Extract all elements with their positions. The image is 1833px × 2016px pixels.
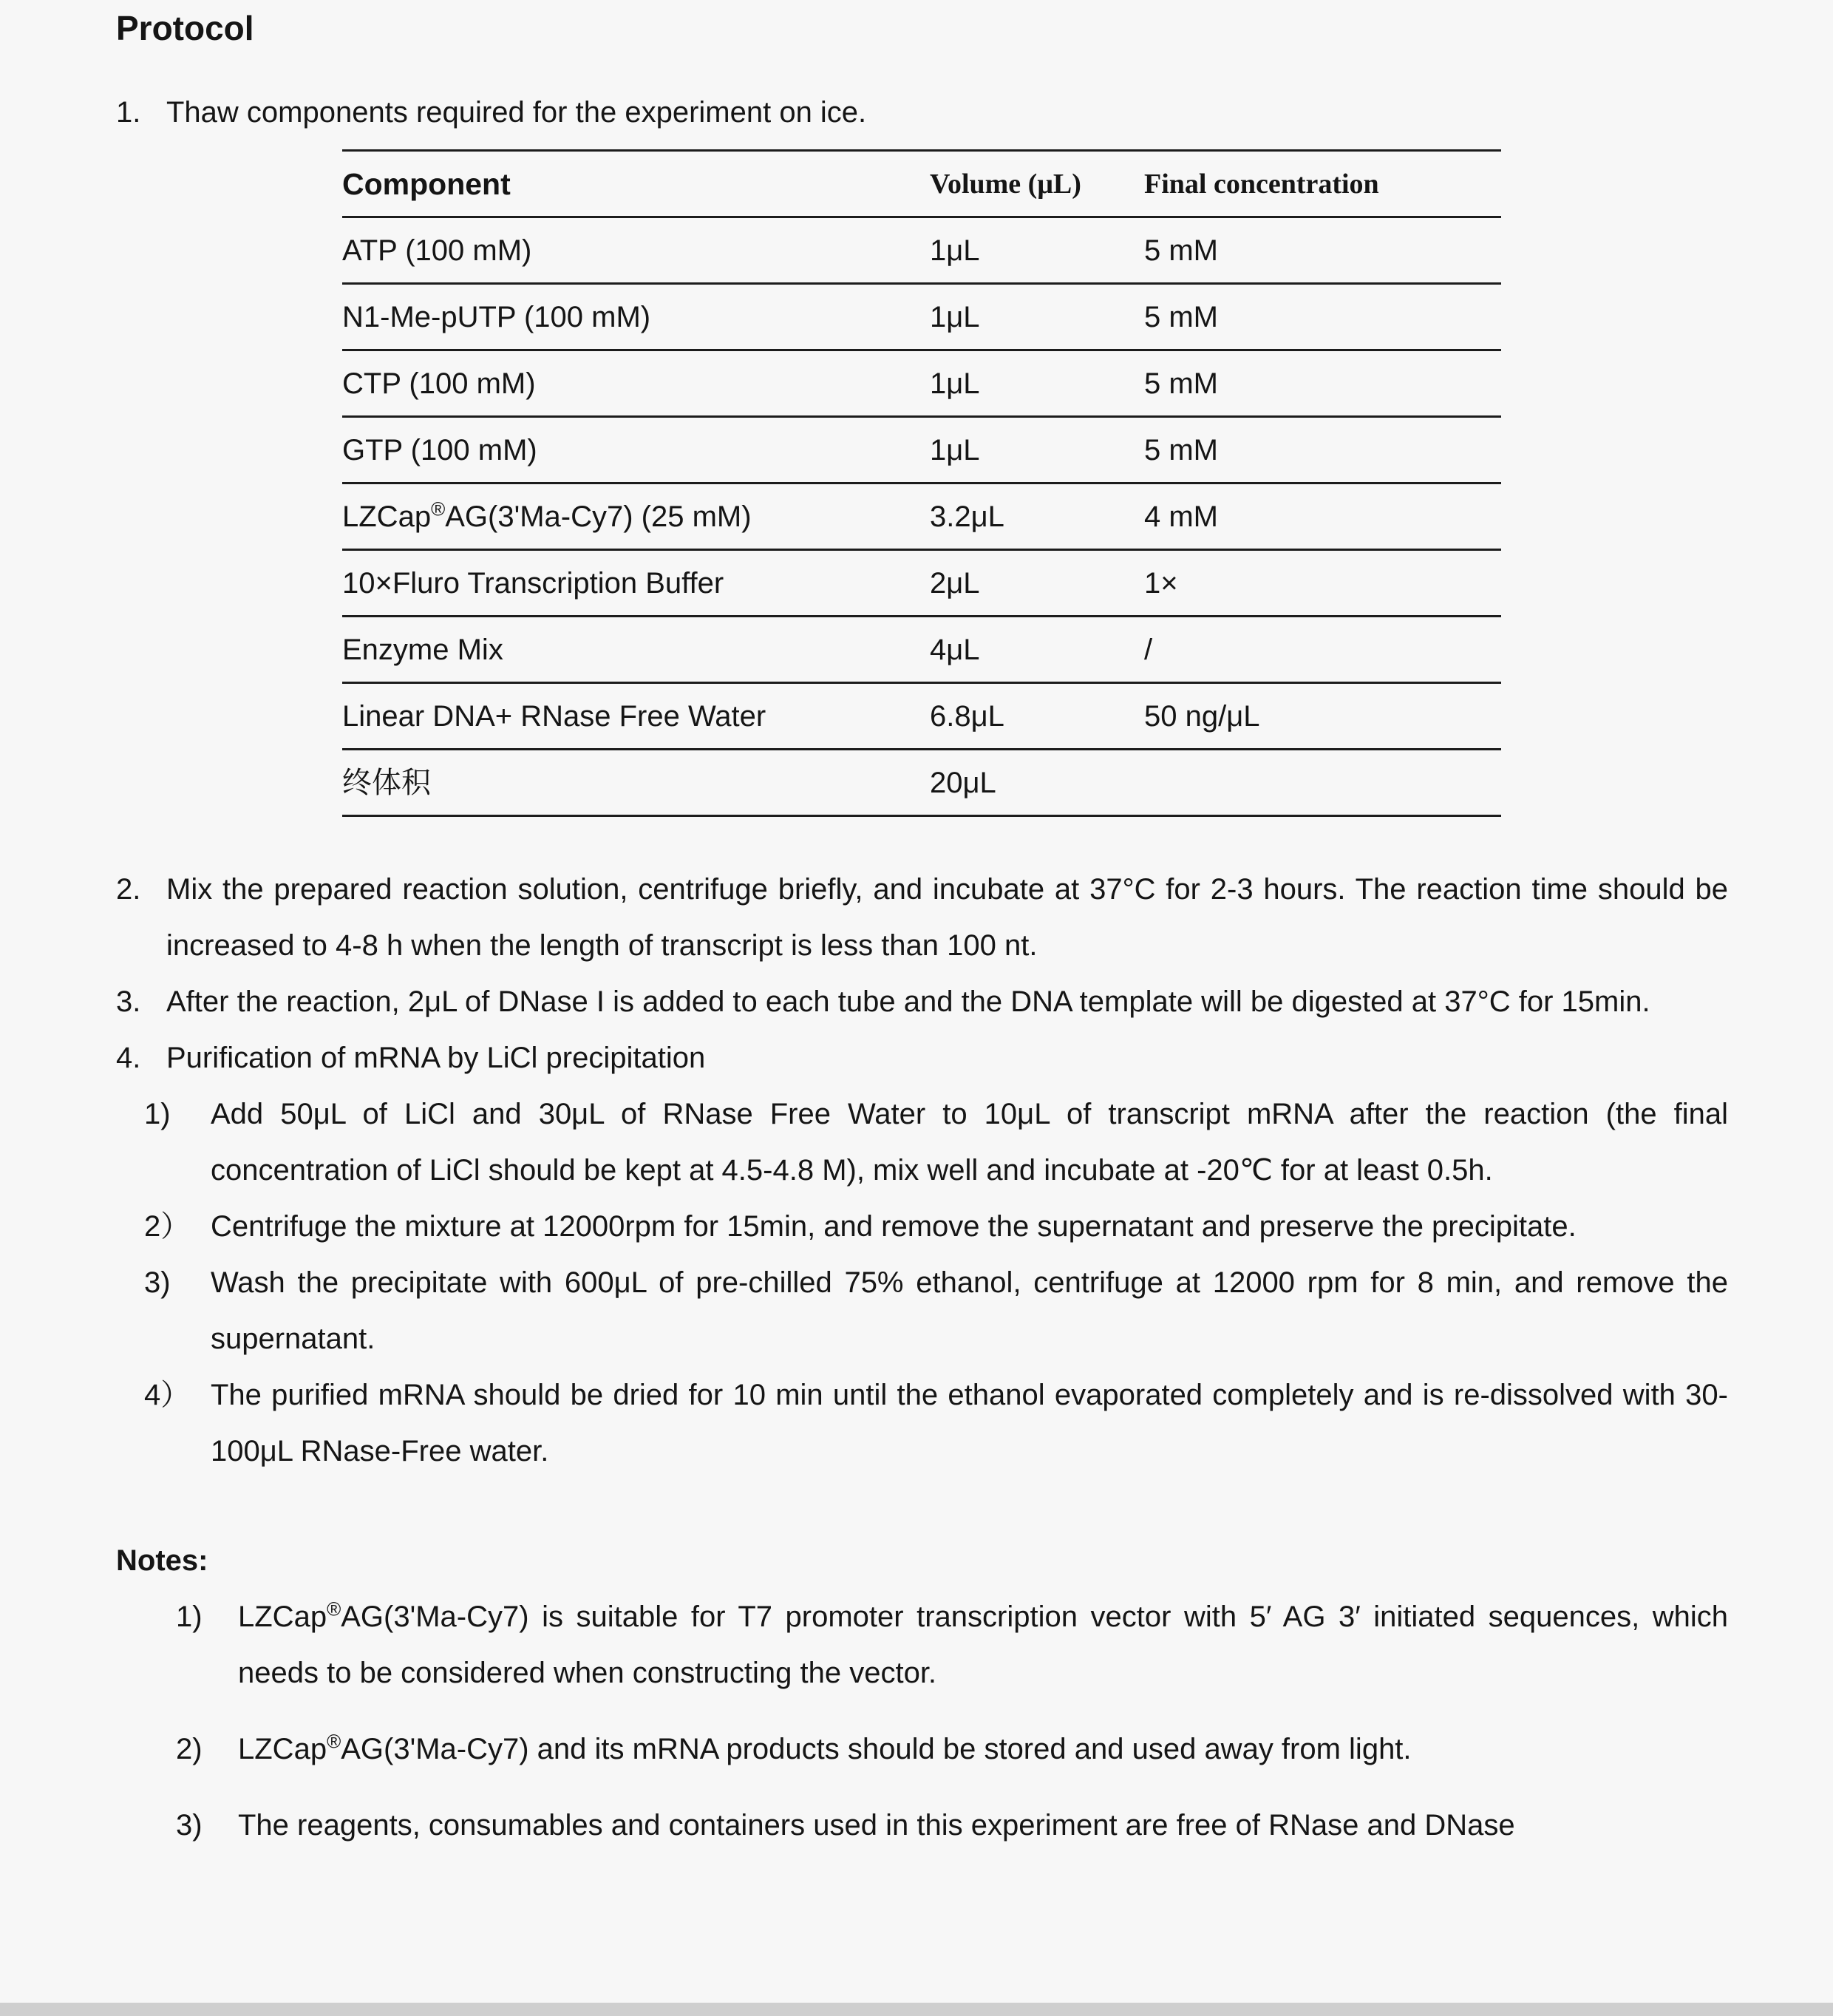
step-4-text: Purification of mRNA by LiCl precipitation <box>166 1042 706 1074</box>
table-cell-volume: 1μL <box>930 234 980 267</box>
table-cell-volume: 1μL <box>930 300 980 333</box>
substep-1 <box>144 1086 1728 1198</box>
header-volume: Volume (μL) <box>930 168 1081 200</box>
table-cell-final-concentration: 5 mM <box>1144 433 1218 466</box>
table-cell-final-concentration: 1× <box>1144 566 1178 600</box>
table-cell-final-concentration: / <box>1144 633 1153 666</box>
step-3-number: 3. <box>116 985 141 1018</box>
page-title: Protocol <box>116 9 254 47</box>
table-cell-component: CTP (100 mM) <box>342 367 536 400</box>
table-cell-component: Linear DNA+ RNase Free Water <box>342 699 766 733</box>
table-row <box>342 483 1501 550</box>
table-cell-volume: 1μL <box>930 367 980 400</box>
table-cell-volume: 4μL <box>930 633 980 666</box>
table-header-row <box>342 151 1501 217</box>
note-2 <box>176 1721 1728 1777</box>
notes-list <box>176 1589 1728 1853</box>
reagent-table-wrapper <box>342 149 1728 817</box>
substep-1-number: 1) <box>144 1098 171 1130</box>
table-cell-component: GTP (100 mM) <box>342 433 537 466</box>
step-1 <box>116 84 1728 140</box>
note-1-text: LZCap®AG(3'Ma-Cy7) is suitable for T7 promoter transcription vector with 5′ AG 3′ initiated sequences, which needs to be considered when constructing the vector. <box>238 1598 1728 1689</box>
table-row <box>342 217 1501 284</box>
purification-substeps <box>144 1086 1728 1479</box>
substep-3-text: Wash the precipitate with 600μL of pre-chilled 75% ethanol, centrifuge at 12000 rpm for 8 min, and remove the supernatant. <box>211 1266 1728 1355</box>
substep-3-number: 3) <box>144 1266 171 1299</box>
table-row <box>342 417 1501 483</box>
table-cell-final-concentration: 5 mM <box>1144 234 1218 267</box>
header-final-concentration: Final concentration <box>1144 168 1379 200</box>
page-bottom-edge <box>0 2003 1833 2016</box>
table-cell-component: ATP (100 mM) <box>342 234 532 267</box>
step-3-text: After the reaction, 2μL of DNase I is added to each tube and the DNA template will be digested at 37°C for 15min. <box>166 985 1650 1018</box>
note-2-text: LZCap®AG(3'Ma-Cy7) and its mRNA products should be stored and used away from light. <box>238 1730 1412 1765</box>
substep-2 <box>144 1198 1728 1255</box>
table-cell-component: 终体积 <box>342 766 431 799</box>
table-cell-volume: 6.8μL <box>930 699 1004 733</box>
step-2 <box>116 861 1728 974</box>
table-cell-final-concentration: 50 ng/μL <box>1144 699 1260 733</box>
notes-heading: Notes: <box>116 1544 208 1577</box>
note-1-number: 1) <box>176 1601 203 1633</box>
substep-4-number: 4） <box>144 1379 191 1411</box>
step-4 <box>116 1030 1728 1086</box>
table-row <box>342 617 1501 683</box>
step-4-number: 4. <box>116 1042 141 1074</box>
step-2-number: 2. <box>116 873 141 906</box>
substep-2-number: 2） <box>144 1210 191 1243</box>
substep-1-text: Add 50μL of LiCl and 30μL of RNase Free Water to 10μL of transcript mRNA after the reaction (the final concentration of LiCl should be kept at 4.5-4.8 M), mix well and incubate at -20℃ for at least 0.5h. <box>211 1098 1728 1187</box>
table-cell-volume: 3.2μL <box>930 500 1004 533</box>
step-1-text: Thaw components required for the experiment on ice. <box>166 96 867 129</box>
step-2-text: Mix the prepared reaction solution, centrifuge briefly, and incubate at 37°C for 2-3 hours. The reaction time should be increased to 4-8 h when the length of transcript is less than 100 nt. <box>166 873 1728 962</box>
table-cell-final-concentration: 4 mM <box>1144 500 1218 533</box>
step-3 <box>116 974 1728 1030</box>
registered-trademark-symbol: ® <box>327 1598 341 1620</box>
note-2-number: 2) <box>176 1733 203 1765</box>
table-cell-component: Enzyme Mix <box>342 633 503 666</box>
registered-trademark-symbol: ® <box>327 1730 341 1753</box>
note-3 <box>176 1797 1728 1853</box>
substep-2-text: Centrifuge the mixture at 12000rpm for 15min, and remove the supernatant and preserve the precipitate. <box>211 1210 1577 1243</box>
substep-4-text: The purified mRNA should be dried for 10 min until the ethanol evaporated completely and is re-dissolved with 30-100μL RNase-Free water. <box>211 1379 1728 1467</box>
table-cell-final-concentration: 5 mM <box>1144 300 1218 333</box>
substep-3 <box>144 1255 1728 1367</box>
table-cell-component: N1-Me-pUTP (100 mM) <box>342 300 651 333</box>
registered-trademark-symbol: ® <box>431 498 446 520</box>
step-1-number: 1. <box>116 96 141 129</box>
table-row <box>342 683 1501 750</box>
table-row-total-volume <box>342 750 1501 816</box>
table-cell-component: 10×Fluro Transcription Buffer <box>342 566 724 600</box>
header-component: Component <box>342 166 511 201</box>
note-1 <box>176 1589 1728 1701</box>
table-row <box>342 284 1501 350</box>
table-cell-final-concentration: 5 mM <box>1144 367 1218 400</box>
table-cell-component: LZCap®AG(3'Ma-Cy7) (25 mM) <box>342 498 752 533</box>
substep-4 <box>144 1367 1728 1479</box>
note-3-text: The reagents, consumables and containers used in this experiment are free of RNase and DNase <box>238 1809 1515 1842</box>
table-row <box>342 550 1501 617</box>
reagent-table <box>342 149 1501 817</box>
table-cell-volume: 1μL <box>930 433 980 466</box>
table-cell-final-concentration <box>1144 750 1501 816</box>
table-row <box>342 350 1501 417</box>
table-cell-volume: 20μL <box>930 766 996 799</box>
note-3-number: 3) <box>176 1809 203 1842</box>
table-cell-volume: 2μL <box>930 566 980 600</box>
